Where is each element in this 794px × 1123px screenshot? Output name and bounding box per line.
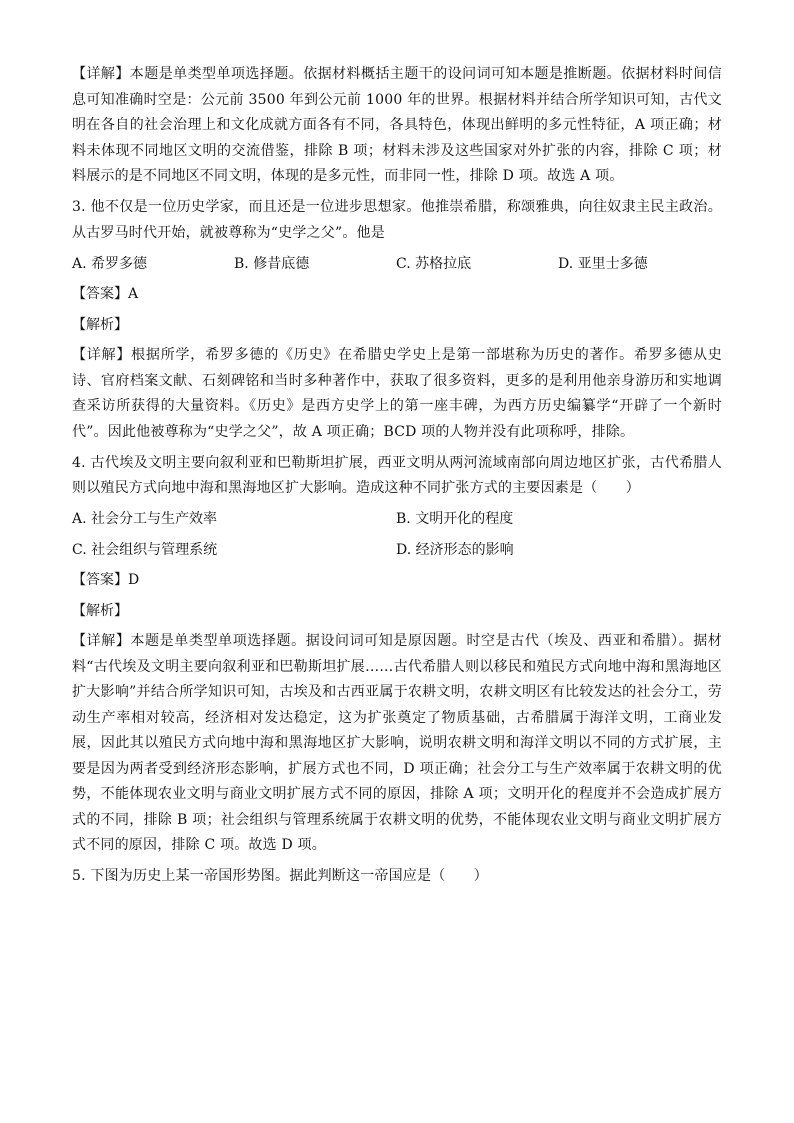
- q3-option-c: C. 苏格拉底: [396, 255, 472, 272]
- q3-stem: 3. 他不仅是一位历史学家，而且还是一位进步思想家。他推崇希腊，称颂雅典，向往奴隶主民主政治。从古罗马时代开始，就被尊称为“史学之父”。他是: [72, 199, 722, 241]
- q3-detail: 【详解】根据所学，希罗多德的《历史》在希腊史学史上是第一部堪称为历史的著作。希罗多德从史诗、官府档案文献、石刻碑铭和当时多种著作中，获取了很多资料，更多的是利用他亲身游历和实地调查采访所获得的大量资料。《历史》是西方史学上的第一座丰碑，为西方历史编纂学“开辟了一个新时代”。因此他被尊称为“史学之父”，故 A 项正确；BCD 项的人物并没有此项称呼，排除。: [72, 347, 722, 440]
- q2-detail: 【详解】本题是单类型单项选择题。依据材料概括主题干的设问词可知本题是推断题。依据材料时间信息可知准确时空是：公元前 3500 年到公元前 1000 年的世界。根据材料并结合所学知识可知，古代文明在各自的社会治理上和文化成就方面各有不同，各具特色，体现出鲜明的多元性特征，A 项正确；材料未体现不同地区文明的交流借鉴，排除 B 项；材料未涉及这些国家对外扩张的内容，排除 C 项；材料展示的是不同地区不同文明，体现的是多元性，而非同一性，排除 D 项。故选 A 项。: [72, 66, 722, 184]
- q3-analysis-label: 【解析】: [72, 316, 128, 333]
- q3-option-b: B. 修昔底德: [234, 255, 310, 272]
- q3-options: [72, 252, 722, 277]
- q4-option-c: C. 社会组织与管理系统: [72, 541, 218, 558]
- q3-option-d: D. 亚里士多德: [558, 255, 648, 272]
- q3-option-a: A. 希罗多德: [72, 255, 148, 272]
- q4-option-a: A. 社会分工与生产效率: [72, 511, 218, 527]
- q4-option-d: D. 经济形态的影响: [396, 541, 514, 558]
- q3-answer: 【答案】A: [72, 286, 139, 302]
- q4-analysis-label: 【解析】: [72, 602, 128, 619]
- q4-answer: 【答案】D: [72, 572, 140, 588]
- q4-stem: 4. 古代埃及文明主要向叙利亚和巴勒斯坦扩展，西亚文明从两河流域南部向周边地区扩张，古代希腊人则以殖民方式向地中海和黑海地区扩大影响。造成这种不同扩张方式的主要因素是（ ）: [72, 454, 722, 496]
- q5-stem: 5. 下图为历史上某一帝国形势图。据此判断这一帝国应是（ ）: [72, 868, 489, 884]
- q4-options-row2: [72, 538, 722, 563]
- document-page: [72, 62, 722, 895]
- q4-option-b: B. 文明开化的程度: [396, 511, 514, 527]
- q4-options-row1: [72, 507, 722, 532]
- q4-detail: 【详解】本题是单类型单项选择题。据设问词可知是原因题。时空是古代（埃及、西亚和希腊）。据材料“古代埃及文明主要向叙利亚和巴勒斯坦扩展……古代希腊人则以移民和殖民方式向地中海和黑海地区扩大影响”并结合所学知识可知，古埃及和古西亚属于农耕文明，农耕文明区有比较发达的社会分工，劳动生产率相对较高，经济相对发达稳定，这为扩张奠定了物质基础，古希腊属于海洋文明，工商业发展，因此其以殖民方式向地中海和黑海地区扩大影响，说明农耕文明和海洋文明以不同的方式扩展，主要是因为两者受到经济形态影响，扩展方式也不同，D 项正确；社会分工与生产效率属于农耕文明的优势，不能体现农业文明与商业文明扩展方式不同的原因，排除 A 项；文明开化的程度并不会造成扩展方式的不同，排除 B 项；社会组织与管理系统属于农耕文明的优势，不能体现农业文明与商业文明扩展方式不同的原因，排除 C 项。故选 D 项。: [72, 633, 722, 853]
